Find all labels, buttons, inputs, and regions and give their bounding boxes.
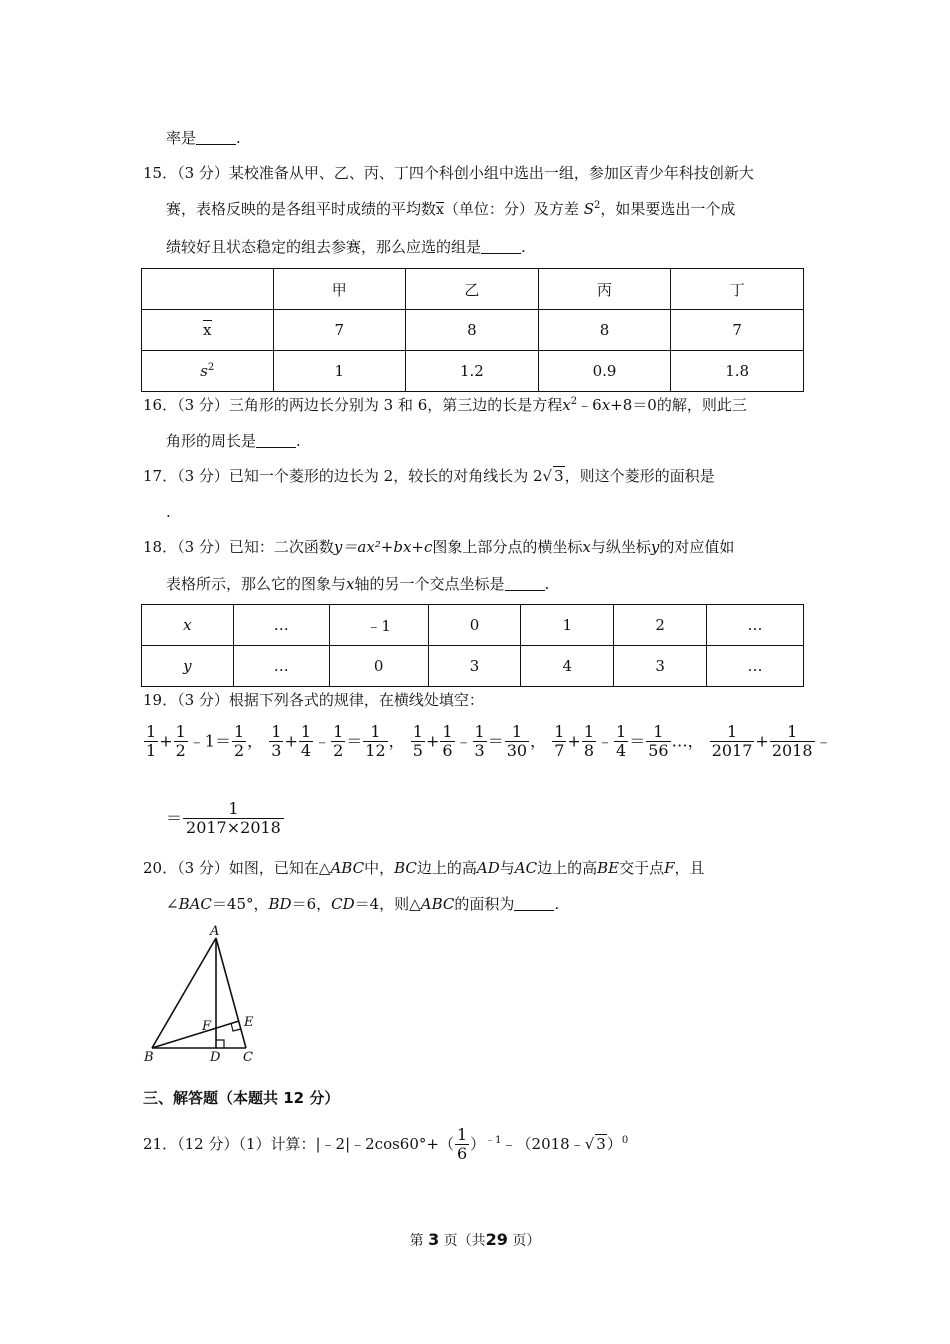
- fraction: $\frac{1}{3}$: [474, 722, 485, 761]
- q18-line2: 表格所示，那么它的图象与x轴的另一个交点坐标是 .: [166, 575, 550, 593]
- fraction: $\frac{1}{4}$: [300, 722, 312, 761]
- q20-text: 边上的高: [416, 859, 477, 877]
- fraction: $\frac{1}{30}$: [506, 722, 528, 761]
- q20-text: 边上的高: [537, 859, 598, 877]
- q16-line1: [143, 394, 747, 415]
- q21-text: ）: [606, 1134, 622, 1153]
- q20-text: 交于点: [619, 859, 665, 877]
- eq-var: x: [562, 396, 571, 414]
- mean-symbol: x: [436, 202, 444, 218]
- footer-text: 页（共: [443, 1233, 486, 1249]
- table-header-cell: 丙: [538, 269, 671, 310]
- answer-blank: [505, 576, 545, 591]
- section-title: 三、解答题（本题共 12 分）: [143, 1089, 340, 1107]
- fraction: $\frac{1}{8}$: [583, 722, 594, 761]
- label-b: B: [144, 1050, 154, 1065]
- q17-line2: .: [166, 503, 171, 521]
- page-footer: [0, 1230, 950, 1250]
- fraction: $\frac{1}{5}$: [412, 722, 423, 761]
- q15-line2: [166, 198, 735, 219]
- table-cell: 1.8: [671, 351, 804, 392]
- table-header-cell: 丁: [671, 269, 804, 310]
- exponent: ﹣1: [485, 1134, 502, 1146]
- q20-text: ＝45°，: [211, 895, 269, 913]
- fraction: $\frac{1}{12}$: [365, 722, 386, 761]
- q14-continuation: 率是 .: [166, 129, 241, 147]
- table-header-cell: 甲: [273, 269, 406, 310]
- q17-line1: [143, 465, 715, 486]
- table-cell: 8: [538, 310, 671, 351]
- q15-text: 绩较好且状态稳定的组去参赛，那么应选的组是: [166, 238, 482, 256]
- q18-line1: [143, 536, 734, 557]
- table-cell: …: [233, 605, 329, 646]
- label-d: D: [210, 1050, 221, 1065]
- q20-text: 的面积为: [454, 895, 515, 913]
- fraction: $\frac{1}{1}$: [146, 722, 157, 761]
- var: BE: [597, 859, 620, 877]
- q15-text: 赛，表格反映的是各组平时成绩的平均数: [166, 200, 437, 218]
- q15-line1: 15．（3 分）某校准备从甲、乙、丙、丁四个科创小组中选出一组，参加区青少年科技创新大: [143, 164, 754, 182]
- q20-text: ＝4，则△: [354, 895, 421, 913]
- table-cell: …: [707, 646, 804, 687]
- var: BAC: [178, 895, 212, 913]
- q16-text: 的解，则此三: [656, 396, 747, 414]
- table-cell: 2: [614, 605, 707, 646]
- q21-text: ﹣（2018﹣: [501, 1134, 585, 1153]
- q21-line: [143, 1126, 628, 1164]
- page-number: 3: [428, 1230, 440, 1249]
- q18-text: 图象上部分点的横坐标: [432, 538, 583, 556]
- q21-text: ）: [470, 1134, 486, 1153]
- footer-text: 第: [409, 1233, 424, 1249]
- var-x: x: [582, 538, 591, 556]
- q18-text: 18．（3 分）已知：二次函数: [143, 538, 334, 556]
- q16-text: 16．（3 分）三角形的两边长分别为 3 和 6，第三边的长是方程: [143, 396, 563, 414]
- q17-text: 17．（3 分）已知一个菱形的边长为 2，较长的对角线长为 2: [143, 467, 543, 485]
- answer-blank: [196, 130, 236, 145]
- table-row-label: [142, 310, 274, 351]
- fraction: $\frac{1}{4}$: [616, 722, 627, 761]
- eq-part: ﹣6: [577, 396, 602, 414]
- table-cell: 1: [273, 351, 406, 392]
- table-row: [142, 646, 804, 687]
- q20-line1: [143, 857, 705, 878]
- q20-text: 20．（3 分）如图，已知在△: [143, 859, 331, 877]
- var: CD: [331, 895, 355, 913]
- label-a: A: [210, 924, 220, 939]
- var: AC: [514, 859, 538, 877]
- var-y: y: [650, 538, 660, 556]
- table-cell: 3: [428, 646, 521, 687]
- label-e: E: [244, 1015, 254, 1030]
- q19-line1: 19．（3 分）根据下列各式的规律，在横线处填空：: [143, 691, 484, 709]
- q20-text: ∠: [166, 895, 179, 913]
- right-angle-d: [216, 1040, 224, 1048]
- table-cell: 7: [671, 310, 804, 351]
- variance-symbol: S: [583, 200, 594, 218]
- answer-blank: [481, 239, 521, 254]
- exponent: 0: [621, 1134, 629, 1146]
- sqrt-radicand: 3: [596, 1134, 606, 1153]
- table-row-label: x: [142, 605, 234, 646]
- sqrt-radicand: 3: [554, 467, 564, 485]
- sqrt-sign: √: [542, 467, 553, 485]
- q16-text: 角形的周长是: [166, 432, 257, 450]
- table-cell: …: [233, 646, 329, 687]
- q20-text: 中，: [364, 859, 395, 877]
- table-row: [142, 605, 804, 646]
- fraction: $\frac{1}{6}$: [456, 1125, 468, 1164]
- q15-line3: 绩较好且状态稳定的组去参赛，那么应选的组是 .: [166, 238, 526, 256]
- q18-text: 的对应值如: [659, 538, 735, 556]
- fraction: $\frac{1}{2}$: [175, 722, 186, 761]
- q20-line2: ∠BAC＝45°，BD＝6，CD＝4，则△ABC的面积为 .: [166, 895, 560, 913]
- footer-text: 页）: [512, 1233, 541, 1249]
- q20-text: ＝6，: [291, 895, 332, 913]
- table-row: [142, 269, 804, 310]
- var-x: x: [346, 575, 355, 593]
- variance-label: s: [200, 362, 208, 380]
- table-row-label: [142, 351, 274, 392]
- q19-result-line: ＝ $\frac{1}{2017\times 2018}$: [166, 800, 285, 838]
- table-header-cell: 乙: [406, 269, 539, 310]
- label-f: F: [202, 1019, 212, 1034]
- fraction: $\frac{1}{2018}$: [771, 722, 813, 761]
- fraction: $\frac{1}{2}$: [333, 722, 344, 761]
- q18-value-table: [141, 604, 804, 687]
- table-cell: 0.9: [538, 351, 671, 392]
- fraction: $\frac{1}{56}$: [648, 722, 669, 761]
- var: BC: [394, 859, 417, 877]
- q15-text: ，如果要选出一个成: [600, 200, 736, 218]
- q14-tail-text: 率是: [166, 129, 197, 147]
- var: ABC: [330, 859, 365, 877]
- var: F: [664, 859, 675, 877]
- fraction: $\frac{1}{7}$: [554, 722, 565, 761]
- table-cell: 0: [329, 646, 428, 687]
- fraction: $\frac{1}{3}$: [271, 722, 282, 761]
- eq-var: x: [601, 396, 611, 414]
- triangle-figure: [140, 920, 270, 1066]
- answer-blank: [256, 433, 296, 448]
- q18-text: 表格所示，那么它的图象与: [166, 575, 347, 593]
- q21-text: 21．（12 分）（1）计算：|﹣2|﹣2cos60°+（: [143, 1134, 454, 1153]
- eq-exponent: 2: [570, 396, 578, 407]
- table-cell: …: [707, 605, 804, 646]
- q18-text: 与纵坐标: [590, 538, 651, 556]
- table-cell: 7: [273, 310, 406, 351]
- q20-text: 与: [499, 859, 515, 877]
- q19-fraction-pattern: $\frac{1}{1}$ + $\frac{1}{2}$ ﹣1＝ $\frac{1}{2}$ ， $\frac{1}{3}$ + $\frac{1}{4}$ ﹣ $\frac{1}{2}$ ＝ $\frac{1}{12}$ ， $\frac{1}{5}$ + $\frac{1}{6}$ ﹣ $\frac{1}{3}$ ＝ $\frac{1}{30}$ ， $\frac{1}{7}$ + $\frac{1}{8}$ ﹣ $\frac{1}{4}$ ＝ $\frac{1}{56}$ …， $\frac{1}{2017}$ + $\frac{1}{2018}$ ﹣: [146, 722, 832, 761]
- label-c: C: [243, 1050, 253, 1065]
- var: BD: [268, 895, 292, 913]
- table-cell: 1: [521, 605, 614, 646]
- sqrt-sign: √: [584, 1134, 595, 1153]
- table-cell: 4: [521, 646, 614, 687]
- q15-score-table: [141, 268, 804, 392]
- table-cell: 1.2: [406, 351, 539, 392]
- table-cell: ﹣1: [329, 605, 428, 646]
- table-row-label: y: [142, 646, 234, 687]
- table-row: [142, 310, 804, 351]
- var: AD: [476, 859, 500, 877]
- table-cell: 8: [406, 310, 539, 351]
- table-cell: 0: [428, 605, 521, 646]
- table-cell: 3: [614, 646, 707, 687]
- var: ABC: [420, 895, 455, 913]
- quadratic-function: y＝ax²+bx+c: [333, 538, 433, 556]
- q16-line2: 角形的周长是 .: [166, 432, 301, 450]
- fraction: $\frac{1}{2017\times 2018}$: [183, 800, 284, 838]
- q20-text: ，且: [674, 859, 705, 877]
- mean-label: x: [203, 321, 212, 339]
- q18-text: 轴的另一个交点坐标是: [354, 575, 505, 593]
- answer-blank: [514, 896, 554, 911]
- table-cell: [142, 269, 274, 310]
- q17-text: ，则这个菱形的面积是: [564, 467, 715, 485]
- side-ac: [216, 938, 246, 1048]
- eq-part: +8＝0: [610, 396, 657, 414]
- total-pages: 29: [485, 1230, 508, 1249]
- fraction: $\frac{1}{2017}$: [711, 722, 753, 761]
- variance-exponent: 2: [594, 200, 601, 211]
- variance-label-exponent: 2: [207, 362, 215, 373]
- fraction: $\frac{1}{2}$: [233, 722, 245, 761]
- q15-text: （单位：分）及方差: [443, 200, 579, 218]
- fraction: $\frac{1}{6}$: [442, 722, 453, 761]
- table-row: [142, 351, 804, 392]
